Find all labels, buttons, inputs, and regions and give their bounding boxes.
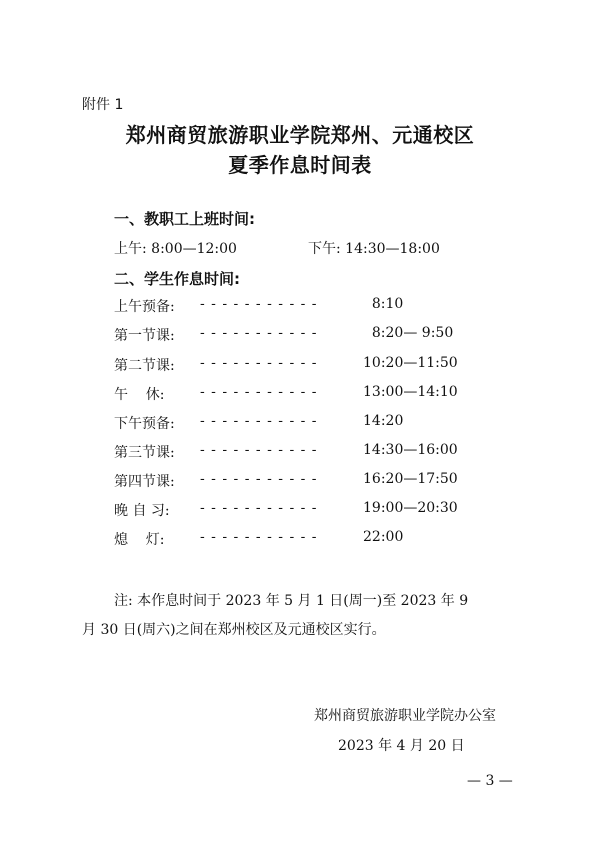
schedule-leader: - - - - - - - - - - - <box>200 413 318 429</box>
schedule-label: 第二节课: <box>114 358 175 374</box>
schedule-label: 第三节课: <box>114 445 175 461</box>
student-section-heading: 二、学生作息时间: <box>114 270 240 288</box>
schedule-label: 下午预备: <box>114 416 175 432</box>
document-title-line2: 夏季作息时间表 <box>228 153 372 177</box>
note-line-1: 注: 本作息时间于 2023 年 5 月 1 日(周一)至 2023 年 9 <box>114 593 469 609</box>
document-title-line1: 郑州商贸旅游职业学院郑州、元通校区 <box>125 123 475 147</box>
staff-section-heading: 一、教职工上班时间: <box>114 210 255 228</box>
schedule-time: 8:10 <box>363 296 404 312</box>
note-line-2: 月 30 日(周六)之间在郑州校区及元通校区实行。 <box>82 622 386 638</box>
schedule-time: 8:20— 9:50 <box>363 325 454 341</box>
schedule-leader: - - - - - - - - - - - <box>200 384 318 400</box>
schedule-time: 13:00—14:10 <box>363 384 458 400</box>
schedule-leader: - - - - - - - - - - - <box>200 529 318 545</box>
schedule-label: 第一节课: <box>114 328 175 344</box>
staff-afternoon-hours: 下午: 14:30—18:00 <box>308 241 440 257</box>
signature-office: 郑州商贸旅游职业学院办公室 <box>314 708 496 724</box>
schedule-time: 14:30—16:00 <box>363 442 458 458</box>
schedule-leader: - - - - - - - - - - - <box>200 325 318 341</box>
schedule-time: 19:00—20:30 <box>363 500 458 516</box>
schedule-label: 晚 自 习: <box>114 503 170 519</box>
schedule-time: 14:20 <box>363 413 404 429</box>
schedule-label: 午 休: <box>114 387 165 403</box>
schedule-leader: - - - - - - - - - - - <box>200 442 318 458</box>
schedule-leader: - - - - - - - - - - - <box>200 471 318 487</box>
schedule-leader: - - - - - - - - - - - <box>200 500 318 516</box>
schedule-leader: - - - - - - - - - - - <box>200 296 318 312</box>
attachment-label: 附件 1 <box>82 97 124 113</box>
schedule-time: 22:00 <box>363 529 404 545</box>
staff-morning-hours: 上午: 8:00—12:00 <box>114 241 237 257</box>
schedule-label: 第四节课: <box>114 474 175 490</box>
schedule-label: 熄 灯: <box>114 532 165 548</box>
schedule-leader: - - - - - - - - - - - <box>200 355 318 371</box>
page-number: — 3 — <box>467 773 513 789</box>
schedule-time: 16:20—17:50 <box>363 471 458 487</box>
schedule-time: 10:20—11:50 <box>363 355 458 371</box>
schedule-label: 上午预备: <box>114 299 175 315</box>
signature-date: 2023 年 4 月 20 日 <box>338 738 465 754</box>
